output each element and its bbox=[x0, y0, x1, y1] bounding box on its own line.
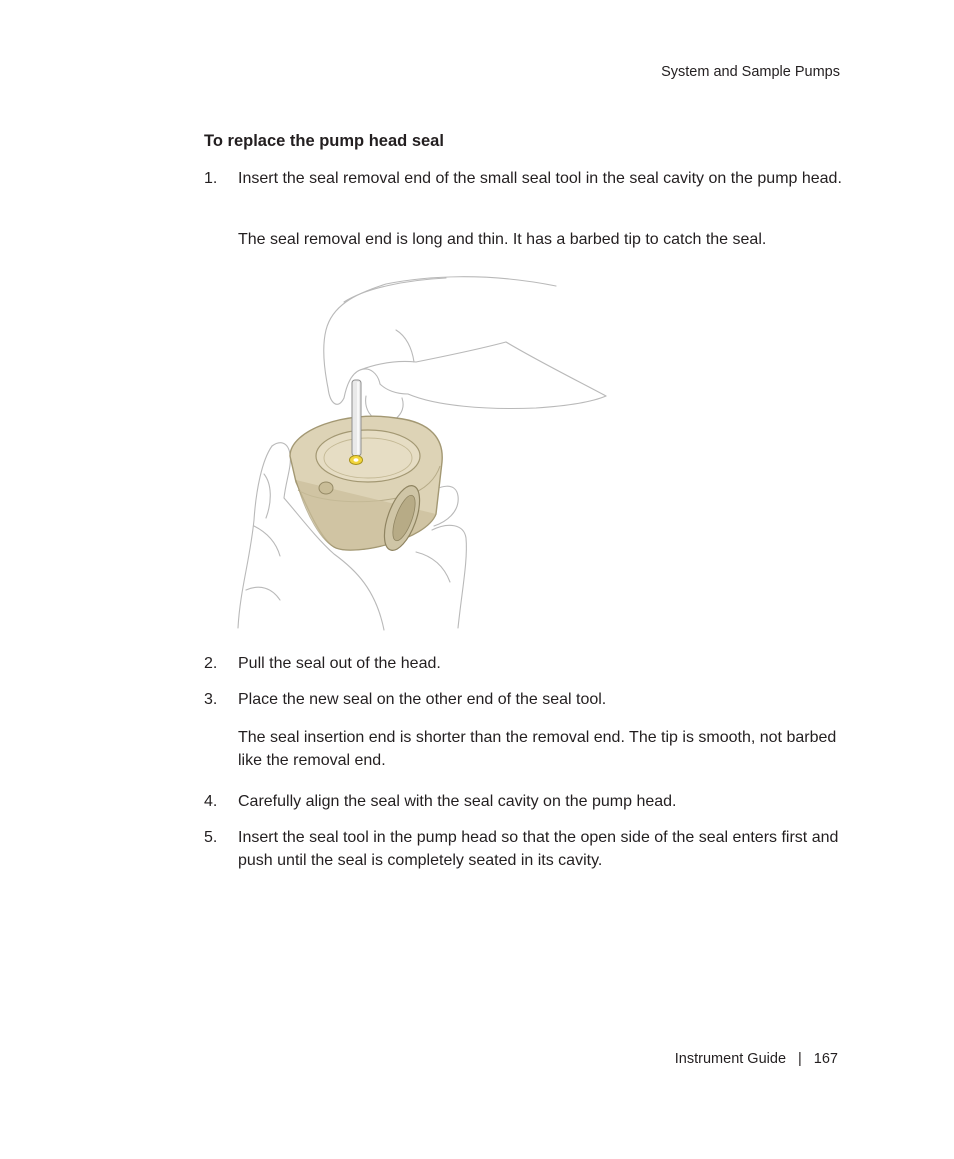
footer-doc-title: Instrument Guide bbox=[674, 1051, 787, 1067]
step-number: 1. bbox=[204, 170, 218, 187]
step-1 bbox=[204, 167, 844, 190]
step-3 bbox=[204, 688, 844, 711]
step-number: 5. bbox=[204, 829, 218, 846]
page-number: 167 bbox=[813, 1051, 838, 1067]
running-footer bbox=[675, 1051, 838, 1067]
step-2 bbox=[204, 652, 844, 675]
procedure-heading: To replace the pump head seal bbox=[204, 132, 444, 150]
step-number: 2. bbox=[204, 655, 218, 672]
step-text: Carefully align the seal with the seal cavity on the pump head. bbox=[238, 793, 677, 810]
step-number: 3. bbox=[204, 691, 218, 708]
step-text: Pull the seal out of the head. bbox=[238, 655, 441, 672]
step-5 bbox=[204, 826, 844, 872]
step-text: Insert the seal removal end of the small seal tool in the seal cavity on the pump head. bbox=[238, 170, 842, 187]
running-header: System and Sample Pumps bbox=[661, 64, 840, 80]
illustration-seal-removal bbox=[236, 270, 616, 632]
step-4 bbox=[204, 790, 844, 813]
step-text: Insert the seal tool in the pump head so that the open side of the seal enters first and push until the seal is completely seated in its cavity. bbox=[238, 829, 839, 869]
step-note: The seal insertion end is shorter than the removal end. The tip is smooth, not barbed like the removal end. bbox=[238, 729, 837, 769]
footer-separator: | bbox=[798, 1051, 802, 1067]
step-number: 4. bbox=[204, 793, 218, 810]
step-text: Place the new seal on the other end of the seal tool. bbox=[238, 691, 607, 708]
step-note: The seal removal end is long and thin. It has a barbed tip to catch the seal. bbox=[238, 231, 767, 248]
